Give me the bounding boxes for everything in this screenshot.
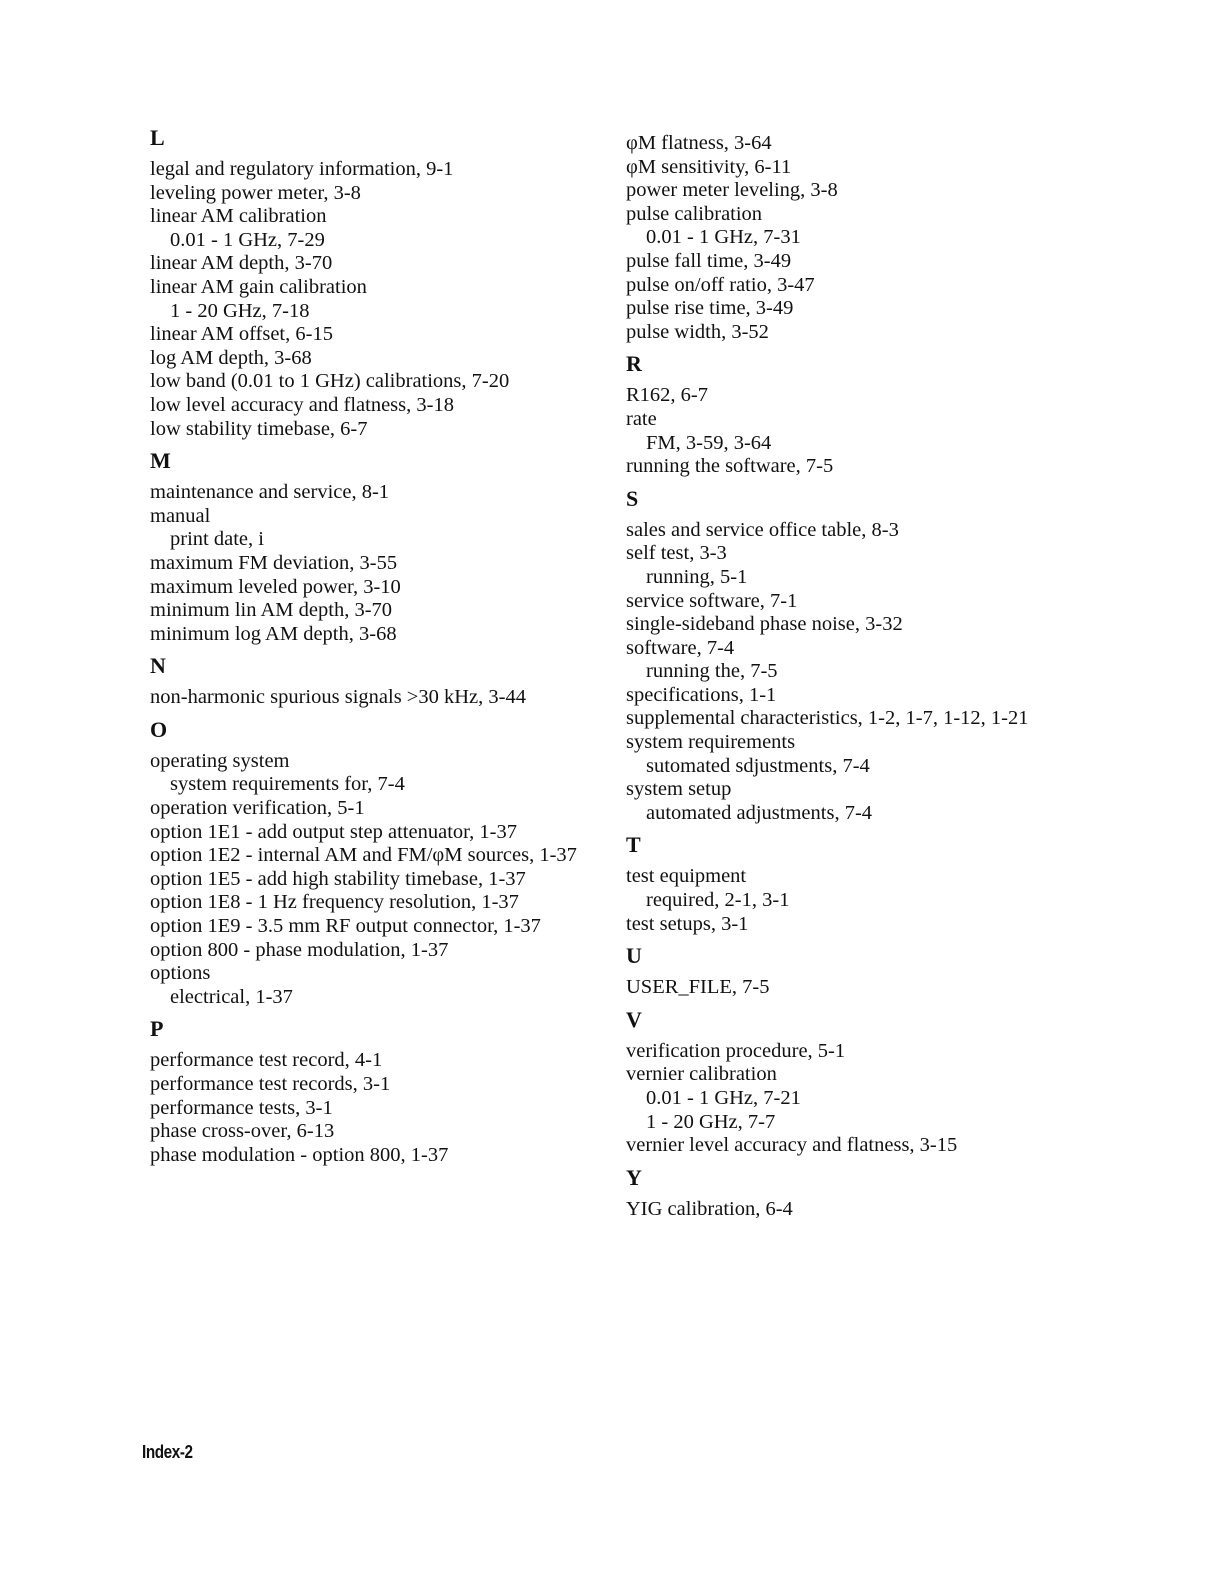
index-entry: manual [150, 504, 211, 527]
index-subentry: print date, i [170, 528, 264, 551]
index-entry: verification procedure, 5-1 [626, 1039, 846, 1062]
index-entry: maximum FM deviation, 3-55 [150, 551, 398, 574]
index-subentry: running the, 7-5 [646, 660, 778, 683]
index-entry: running the software, 7-5 [626, 455, 834, 478]
index-entry: specifications, 1-1 [626, 683, 777, 706]
index-entry: pulse rise time, 3-49 [626, 297, 794, 320]
index-letter-heading: M [150, 448, 171, 474]
index-subentry: 0.01 - 1 GHz, 7-31 [646, 226, 801, 249]
index-letter-heading: V [626, 1006, 642, 1032]
index-letter-heading: S [626, 485, 639, 511]
index-entry: performance tests, 3-1 [150, 1096, 333, 1119]
index-entry: linear AM gain calibration [150, 275, 367, 298]
index-entry: supplemental characteristics, 1-2, 1-7, 1-12, 1-21 [626, 707, 1029, 730]
index-entry: φM flatness, 3-64 [626, 132, 772, 154]
index-entry: YIG calibration, 6-4 [626, 1197, 793, 1220]
index-entry: linear AM offset, 6-15 [150, 323, 333, 346]
index-entry: pulse fall time, 3-49 [626, 249, 792, 272]
index-entry: low level accuracy and flatness, 3-18 [150, 393, 454, 416]
index-entry: pulse width, 3-52 [626, 320, 769, 343]
index-entry: system setup [626, 778, 732, 801]
index-subentry: automated adjustments, 7-4 [646, 801, 873, 824]
index-entry: rate [626, 407, 657, 430]
index-entry: options [150, 962, 211, 985]
index-entry: service software, 7-1 [626, 589, 798, 612]
index-subentry: FM, 3-59, 3-64 [646, 431, 772, 454]
index-subentry: sutomated sdjustments, 7-4 [646, 754, 870, 777]
index-entry: USER_FILE, 7-5 [626, 976, 770, 999]
index-subentry: system requirements for, 7-4 [170, 773, 405, 796]
index-entry: phase cross-over, 6-13 [150, 1120, 335, 1143]
index-entry: φM sensitivity, 6-11 [626, 155, 792, 178]
index-subentry: 0.01 - 1 GHz, 7-21 [646, 1087, 801, 1109]
index-letter-heading: U [626, 943, 642, 969]
index-entry: option 1E2 - internal AM and FM/φM sources, 1-37 [150, 844, 577, 867]
index-entry: pulse calibration [626, 202, 763, 225]
index-entry: vernier calibration [626, 1063, 777, 1086]
index-entry: test equipment [626, 865, 747, 888]
index-entry: option 800 - phase modulation, 1-37 [150, 938, 449, 961]
index-column-right [626, 132, 1076, 1221]
index-entry: self test, 3-3 [626, 542, 727, 565]
index-subentry: running, 5-1 [646, 565, 748, 588]
index-entry: software, 7-4 [626, 636, 735, 659]
index-entry: leveling power meter, 3-8 [150, 181, 361, 204]
index-letter-heading: O [150, 716, 168, 742]
index-entry: sales and service office table, 8-3 [626, 518, 899, 541]
index-entry: option 1E1 - add output step attenuator, 1-37 [150, 820, 517, 843]
index-subentry: electrical, 1-37 [170, 985, 293, 1008]
index-entry: single-sideband phase noise, 3-32 [626, 613, 903, 636]
index-letter-heading: R [626, 351, 642, 377]
index-entry: performance test record, 4-1 [150, 1049, 383, 1072]
index-subentry: 1 - 20 GHz, 7-18 [170, 299, 310, 322]
index-entry: system requirements [626, 731, 796, 754]
index-entry: low band (0.01 to 1 GHz) calibrations, 7-20 [150, 370, 510, 393]
index-entry: minimum log AM depth, 3-68 [150, 622, 397, 645]
index-entry: minimum lin AM depth, 3-70 [150, 599, 393, 622]
index-entry: R162, 6-7 [626, 384, 708, 407]
index-subentry: 0.01 - 1 GHz, 7-29 [170, 228, 325, 251]
index-entry: pulse on/off ratio, 3-47 [626, 273, 815, 296]
index-entry: non-harmonic spurious signals >30 kHz, 3-44 [150, 686, 526, 709]
index-column-left [150, 124, 600, 1167]
index-entry: performance test records, 3-1 [150, 1073, 391, 1095]
index-entry: log AM depth, 3-68 [150, 346, 312, 369]
index-entry: test setups, 3-1 [626, 912, 749, 935]
index-entry: option 1E5 - add high stability timebase, 1-37 [150, 867, 526, 890]
index-entry: linear AM depth, 3-70 [150, 252, 333, 275]
index-entry: maintenance and service, 8-1 [150, 481, 390, 504]
index-entry: vernier level accuracy and flatness, 3-15 [626, 1134, 958, 1157]
index-entry: operation verification, 5-1 [150, 797, 365, 820]
index-letter-heading: L [150, 125, 165, 150]
index-entry: legal and regulatory information, 9-1 [150, 158, 454, 180]
page-number: Index-2 [142, 1442, 193, 1462]
index-subentry: required, 2-1, 3-1 [646, 889, 790, 912]
index-entry: maximum leveled power, 3-10 [150, 575, 401, 598]
index-letter-heading: N [150, 653, 166, 679]
index-letter-heading: Y [626, 1164, 642, 1190]
index-entry: option 1E9 - 3.5 mm RF output connector, 1-37 [150, 915, 541, 938]
index-entry: phase modulation - option 800, 1-37 [150, 1143, 449, 1166]
index-entry: option 1E8 - 1 Hz frequency resolution, 1-37 [150, 891, 519, 914]
index-entry: linear AM calibration [150, 205, 327, 228]
index-letter-heading: P [150, 1016, 164, 1042]
index-entry: power meter leveling, 3-8 [626, 179, 838, 202]
index-subentry: 1 - 20 GHz, 7-7 [646, 1110, 776, 1133]
index-entry: operating system [150, 749, 290, 772]
index-letter-heading: T [626, 832, 641, 858]
index-entry: low stability timebase, 6-7 [150, 417, 368, 440]
